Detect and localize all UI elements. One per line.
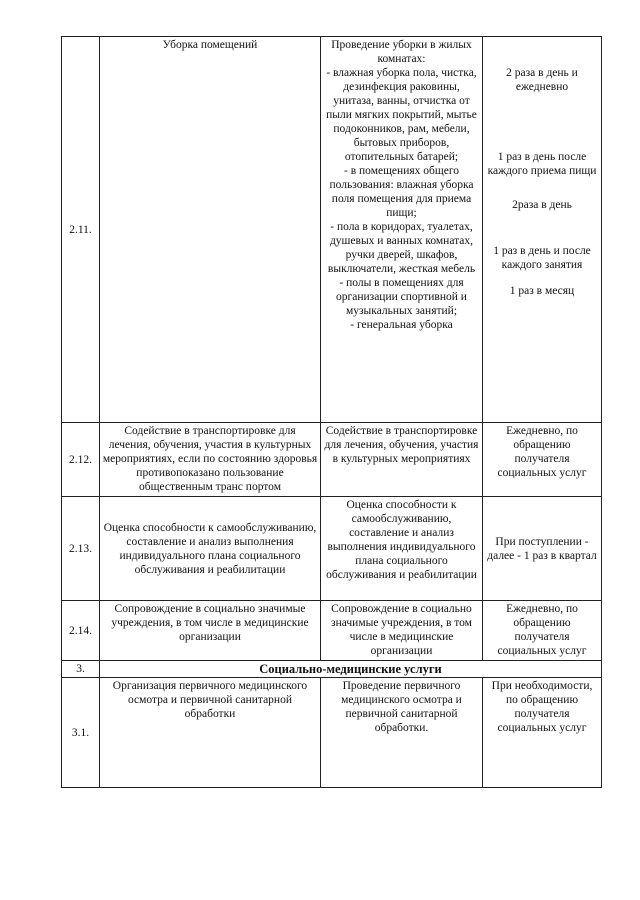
service-frequency: При необходимости, по обращению получателя социальных услуг [483,678,602,788]
service-content: Содействие в транспортировке для лечения, обучения, участия в культурных мероприятиях [321,423,483,497]
service-name: Уборка помещений [100,37,321,423]
service-name: Содействие в транспортировке для лечения, обучения, участия в культурных мероприятиях, если по состоянию здоровья противопоказано пользование общественным транс портом [100,423,321,497]
service-content: Оценка способности к самообслуживанию, составление и анализ выполнения индивидуального плана социального обслуживания и реабилитации [321,497,483,601]
service-frequency [483,37,602,423]
row-number: 2.14. [62,601,100,661]
service-frequency: Ежедневно, по обращению получателя социальных услуг [483,601,602,661]
service-content: Сопровождение в социально значимые учреждения, в том числе в медицинские организации [321,601,483,661]
row-number: 3.1. [62,678,100,788]
service-name: Оценка способности к самообслуживанию, составление и анализ выполнения индивидуального плана социального обслуживания и реабилитации [100,497,321,601]
frequency-line: 2 раза в день и ежедневно [506,67,578,93]
content-line: - влажная уборка пола, чистка, дезинфекция раковины, унитаза, ванны, отчистка от пыли мягких покрытий, мытье подоконников, рам, мебели, бытовых приборов, отопительных батарей; [326,67,477,163]
service-name: Организация первичного медицинского осмотра и первичной санитарной обработки [100,678,321,788]
service-name: Сопровождение в социально значимые учреждения, в том числе в медицинские организации [100,601,321,661]
row-number: 2.11. [62,37,100,423]
table-row [62,601,602,661]
section-number: 3. [62,661,100,678]
frequency-line: 1 раз в день после каждого приема пищи [487,151,597,177]
table-row [62,497,602,601]
content-line: - полы в помещениях для организации спортивной и музыкальных занятий; [336,277,467,317]
table-row [62,423,602,497]
content-line: - пола в коридорах, туалетах, душевых и ванных комнатах, ручки дверей, шкафов, выключатели, жесткая мебель [327,221,476,275]
service-content [321,37,483,423]
service-frequency: Ежедневно, по обращению получателя социальных услуг [483,423,602,497]
frequency-line: 2раза в день [512,199,572,211]
row-number: 2.12. [62,423,100,497]
content-line: - в помещениях общего пользования: влажная уборка поля помещения для приема пищи; [329,165,474,219]
frequency-line: 1 раз в месяц [509,285,575,297]
content-line: - генеральная уборка [350,319,453,331]
table-row [62,678,602,788]
frequency-line: 1 раз в день и после каждого занятия [493,245,591,271]
section-header-row [62,661,602,678]
service-frequency: При поступлении - далее - 1 раз в квартал [483,497,602,601]
services-table [61,36,602,788]
service-content: Проведение первичного медицинского осмотра и первичной санитарной обработки. [321,678,483,788]
table-row [62,37,602,423]
content-line: Проведение уборки в жилых комнатах: [331,39,472,65]
row-number: 2.13. [62,497,100,601]
section-title: Социально-медицинские услуги [100,661,602,678]
